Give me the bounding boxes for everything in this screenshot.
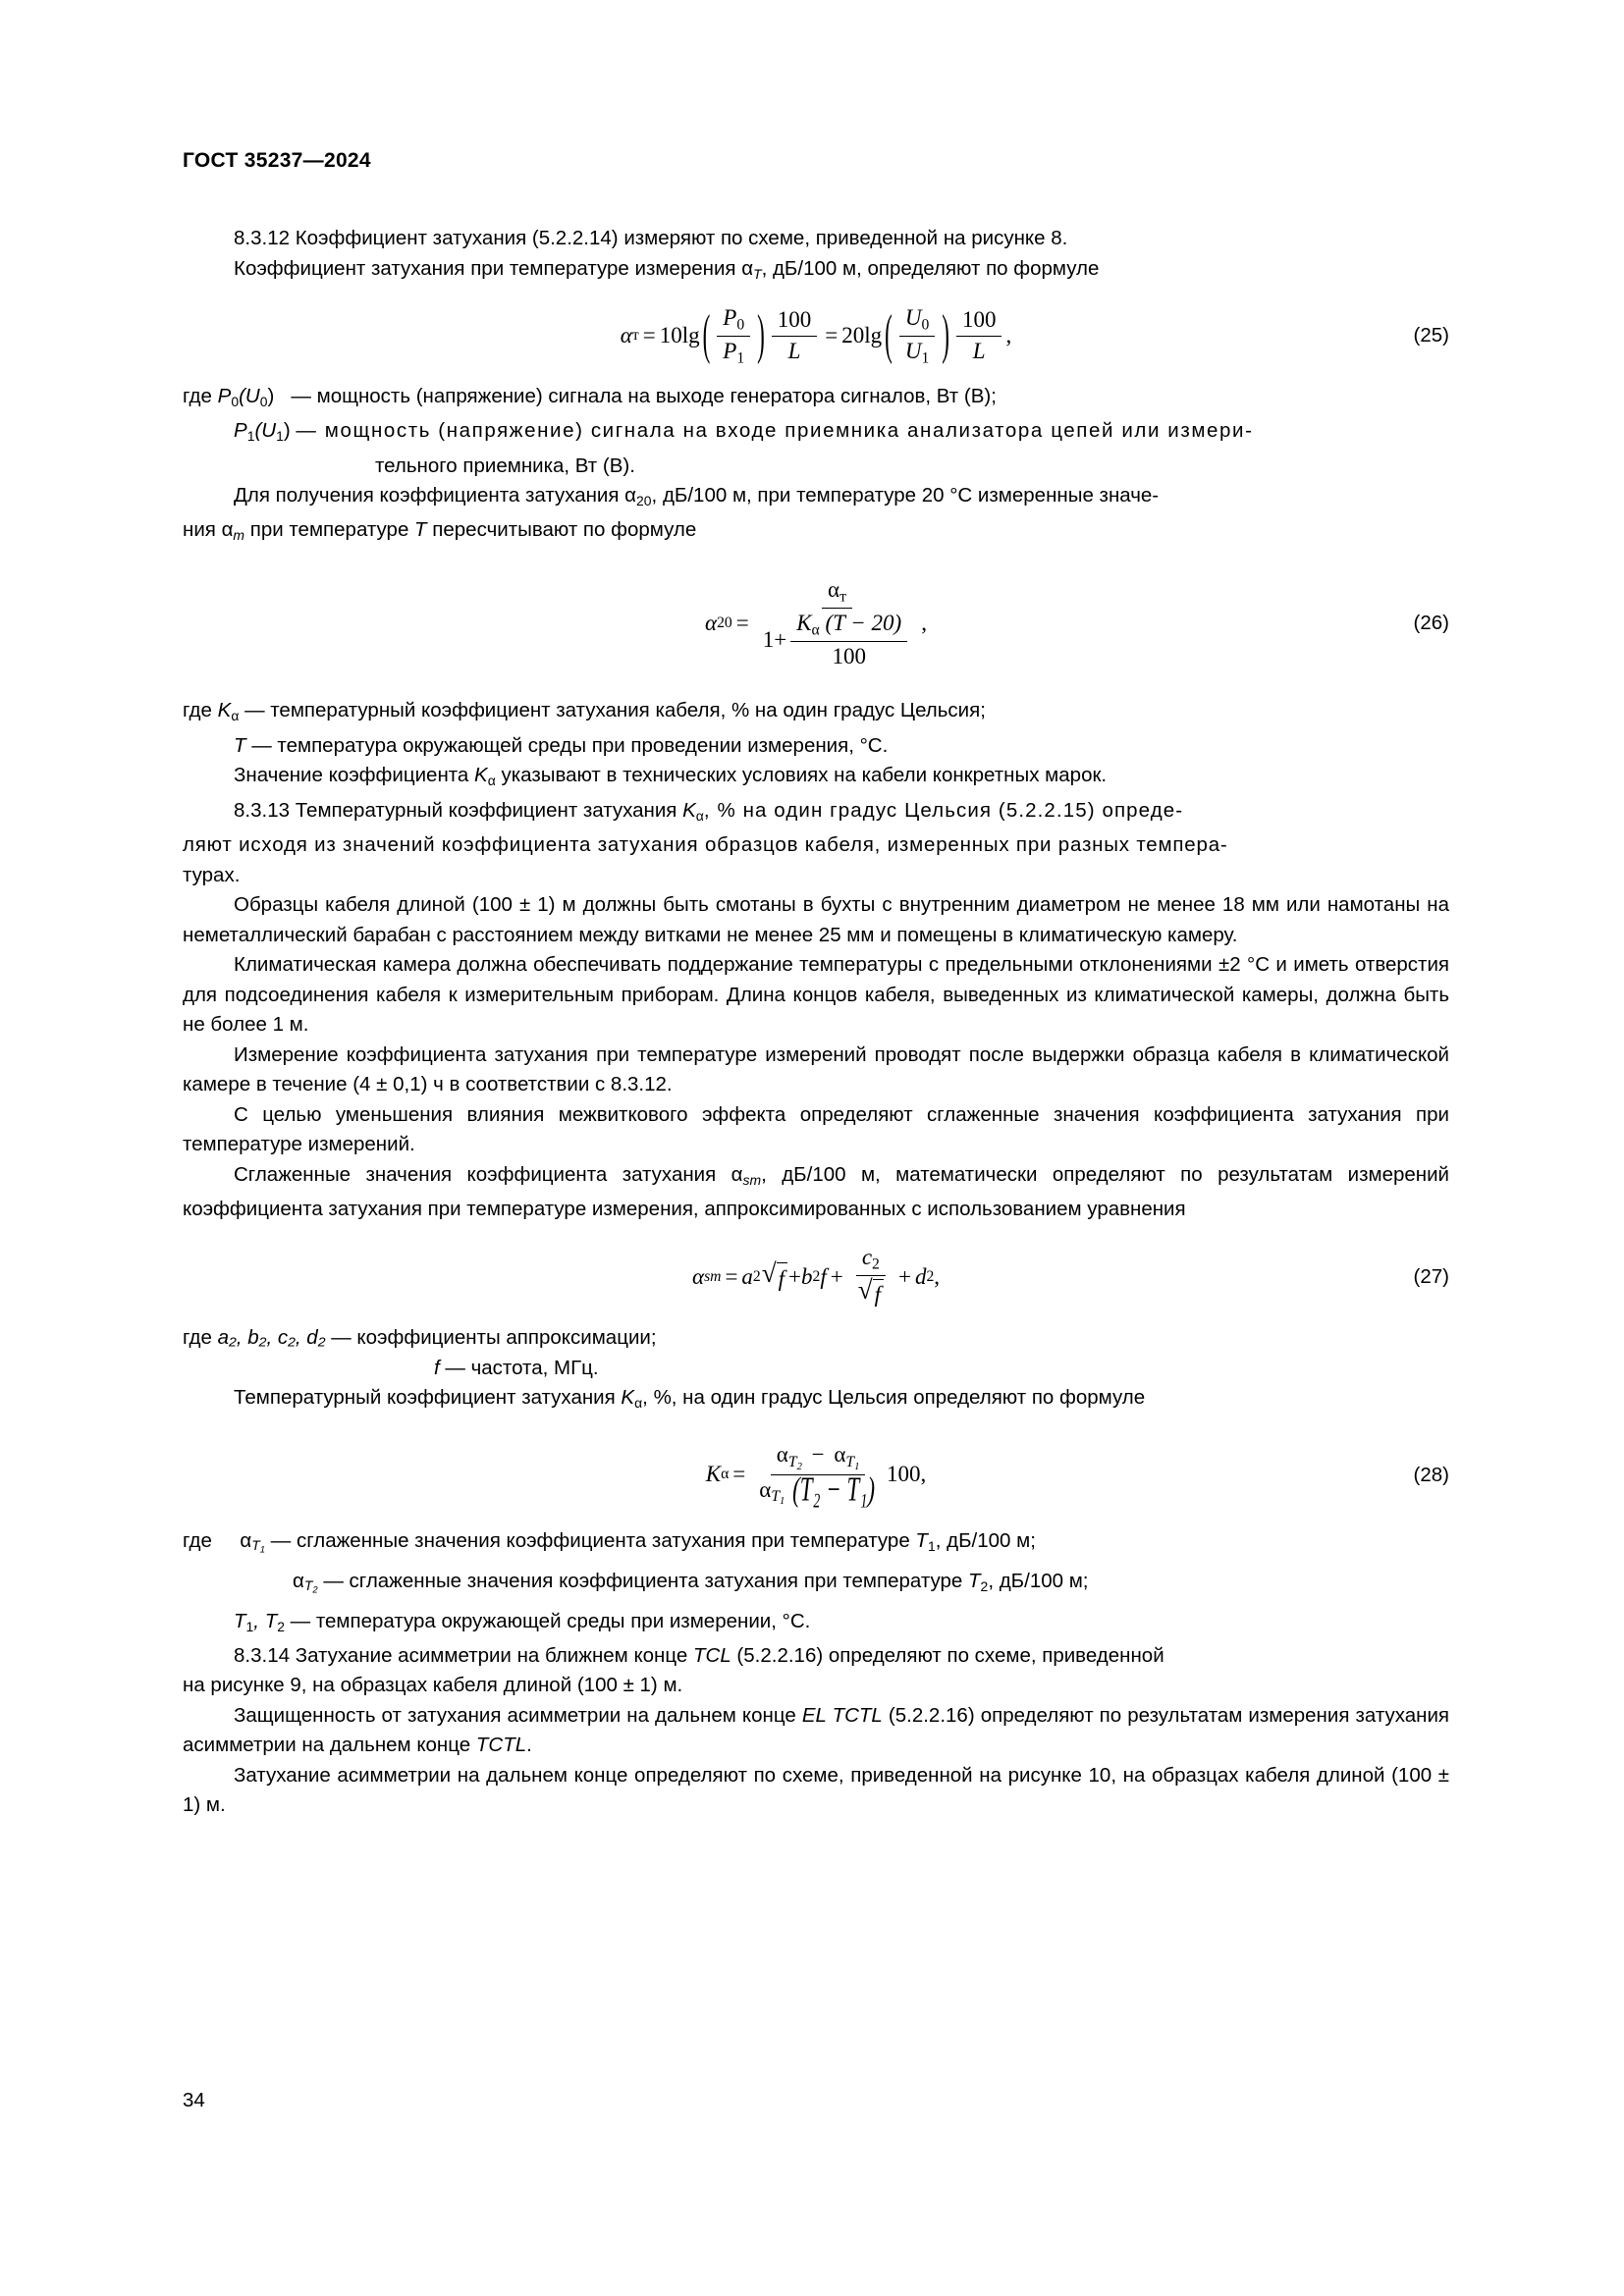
formula-25-frac1 bbox=[717, 304, 750, 368]
term-sub: 0 bbox=[231, 393, 240, 409]
text-frag: Температурный коэффициент затухания bbox=[234, 1386, 622, 1410]
sub-1: 1 bbox=[780, 1496, 785, 1508]
paragraph-8-3-14 bbox=[183, 1641, 1449, 1672]
paragraph-alpha20 bbox=[183, 481, 1449, 515]
sqrt-f-2 bbox=[858, 1277, 884, 1309]
page-content bbox=[183, 224, 1449, 1821]
formula-25-equals-2: = bbox=[825, 323, 839, 348]
radical-icon: √ bbox=[761, 1257, 777, 1288]
var-T: T bbox=[414, 518, 427, 542]
formula-25 bbox=[183, 304, 1449, 368]
formula-27-lhs: α bbox=[691, 1263, 705, 1289]
text-frag: при температуре bbox=[244, 518, 415, 542]
text-frag: , %, на один градус Цельсия определяют по формуле bbox=[642, 1386, 1146, 1410]
paren-close-icon: ) bbox=[942, 303, 949, 365]
paragraph-smoothed bbox=[183, 1160, 1449, 1225]
var-sub: α bbox=[695, 807, 704, 824]
term-alpha: α bbox=[240, 1528, 252, 1552]
num-sub-1 bbox=[788, 1454, 802, 1470]
formula-26-lhs-sub: 20 bbox=[717, 614, 732, 631]
text-frag: Сглаженные значения коэффициента затухания α bbox=[234, 1162, 743, 1186]
inner-num-rest: (T − 20) bbox=[819, 610, 902, 635]
where-block-28 bbox=[183, 1526, 1449, 1641]
term-sub: 1 bbox=[246, 428, 255, 445]
formula-27-body bbox=[692, 1244, 940, 1309]
term-T1: T bbox=[234, 1609, 246, 1632]
where-line-f bbox=[183, 1354, 1449, 1384]
formula-28-equals: = bbox=[732, 1462, 746, 1487]
term-T2: , T bbox=[253, 1609, 278, 1632]
formula-27 bbox=[183, 1244, 1449, 1309]
formula-26-number: (26) bbox=[1413, 611, 1449, 634]
frac-num bbox=[717, 304, 750, 337]
text-frag: 8.3.13 Температурный коэффициент затухания bbox=[234, 798, 683, 822]
formula-25-number: (25) bbox=[1413, 324, 1449, 347]
term-U1: (U bbox=[254, 419, 277, 443]
paren-open-icon: ( bbox=[702, 303, 711, 365]
inner-den: 100 bbox=[832, 643, 866, 668]
formula-27-number: (27) bbox=[1413, 1264, 1449, 1288]
term-sub: α bbox=[231, 708, 240, 724]
frac-den bbox=[851, 1276, 891, 1309]
text-frag: Для получения коэффициента затухания α bbox=[234, 484, 637, 507]
where-line-2 bbox=[183, 416, 1449, 451]
num-sub: 0 bbox=[921, 316, 930, 334]
subscript-20: 20 bbox=[636, 492, 652, 508]
coef-b2: b bbox=[801, 1263, 813, 1289]
term-definition: — сглаженные значения коэффициента затухания при температуре bbox=[317, 1569, 969, 1592]
term-alpha: α bbox=[293, 1569, 304, 1592]
where-label: где bbox=[183, 1528, 212, 1552]
num-alpha: α bbox=[828, 576, 840, 602]
text-frag: ния α bbox=[183, 518, 234, 542]
frac-den bbox=[717, 337, 750, 368]
term-sub: 1 bbox=[276, 428, 284, 445]
formula-25-lhs-sub: т bbox=[631, 327, 639, 345]
term-sub bbox=[251, 1537, 266, 1557]
sub-T: T bbox=[845, 1453, 855, 1470]
formula-26-lhs: α bbox=[705, 610, 718, 635]
term-definition: — мощность (напряжение) сигнала на входе приемника анализатора цепей или измери- bbox=[296, 419, 1254, 443]
formula-28 bbox=[183, 1438, 1449, 1513]
var-K: K bbox=[474, 764, 488, 787]
paragraph-8-3-13-cont1 bbox=[183, 830, 1449, 861]
inner-num bbox=[790, 610, 907, 642]
num-alpha-2: α bbox=[834, 1442, 846, 1468]
paragraph-chamber: Климатическая камера должна обеспечивать поддержание температуры с предельными отклонениями ±2 °C и иметь отверстия для подсоединения кабеля к измерительным приборам. Длина концов кабеля, выведенных из климатической камеры, должна быть не более 1 м. bbox=[183, 953, 1449, 1037]
term-definition: — сглаженные значения коэффициента затухания при температуре bbox=[265, 1528, 916, 1552]
paragraph-8-3-12: 8.3.12 Коэффициент затухания (5.2.2.14) измеряют по схеме, приведенной на рисунке 8. bbox=[234, 227, 1068, 249]
sub-T: T bbox=[303, 1577, 313, 1594]
formula-27-lhs-sub: sm bbox=[704, 1267, 722, 1285]
term-definition-end: , дБ/100 м; bbox=[988, 1569, 1089, 1592]
formula-26 bbox=[183, 576, 1449, 671]
formula-28-body bbox=[706, 1441, 927, 1508]
coef-sub: 2 bbox=[812, 1267, 821, 1285]
term-definition: — мощность (напряжение) сигнала на выходе генератора сигналов, Вт (В); bbox=[291, 384, 997, 407]
term-sub: 1 bbox=[245, 1618, 254, 1634]
text-frag: 8.3.14 Затухание асимметрии на ближнем конце bbox=[234, 1643, 693, 1667]
paragraph-k-value bbox=[183, 761, 1449, 795]
den-alpha: α bbox=[759, 1477, 772, 1503]
where-block-27 bbox=[183, 1323, 1449, 1383]
sub-2: 2 bbox=[312, 1585, 318, 1597]
var-sub: α bbox=[487, 773, 496, 789]
term-K: K bbox=[217, 699, 232, 722]
term-sub: 0 bbox=[259, 393, 268, 409]
paragraph-smoothing-goal: С целью уменьшения влияния межвиткового эффекта определяют сглаженные значения коэффициента затухания при температуре измерений. bbox=[183, 1102, 1449, 1156]
den-one: 1+ bbox=[762, 626, 787, 652]
paragraph-8-3-14-cont: на рисунке 9, на образцах кабеля длиной (100 ± 1) м. bbox=[183, 1674, 683, 1697]
where-label: где bbox=[183, 699, 218, 722]
paragraph-attenuation-temp bbox=[183, 254, 1449, 289]
term-T: T bbox=[234, 733, 246, 757]
den-var: L bbox=[787, 338, 801, 363]
frac-num bbox=[822, 576, 852, 609]
paragraph-el-tctl bbox=[183, 1701, 1449, 1761]
num-sub: 0 bbox=[736, 316, 745, 334]
term-U0: (U bbox=[239, 384, 260, 407]
text-frag: Значение коэффициента bbox=[234, 764, 475, 787]
num-sub: 2 bbox=[872, 1255, 880, 1273]
sub-1: 1 bbox=[854, 1461, 860, 1472]
where-line-1 bbox=[183, 382, 1449, 416]
page-number: 34 bbox=[183, 2089, 205, 2111]
text-frag: Коэффициент затухания при температуре измерения α bbox=[234, 256, 754, 280]
den-sub: 1 bbox=[736, 349, 745, 367]
text-frag: пересчитывают по формуле bbox=[426, 518, 697, 542]
sub-1: 1 bbox=[259, 1545, 266, 1557]
var-sub: 2 bbox=[980, 1577, 989, 1594]
paragraph-measurement: Измерение коэффициента затухания при температуре измерений проводят после выдержки образца кабеля в климатической камере в течение (4 ± 0,1) ч в соответствии с 8.3.12. bbox=[183, 1042, 1449, 1096]
where-line-2-cont: тельного приемника, Вт (В). bbox=[375, 454, 635, 477]
var-f: f bbox=[820, 1263, 827, 1289]
den-var: P bbox=[723, 338, 737, 363]
term-TCTL: TCTL bbox=[475, 1734, 527, 1757]
where-line-coeffs bbox=[183, 1323, 1449, 1354]
subscript-T: T bbox=[753, 265, 762, 282]
text-frag: (5.2.2.16) определяют по схеме, приведенной bbox=[731, 1643, 1164, 1667]
num-alpha-1: α bbox=[776, 1442, 788, 1468]
term-close: ) bbox=[283, 419, 291, 443]
num-c: c bbox=[861, 1245, 873, 1270]
paragraph-8-3-13-cont2: турах. bbox=[183, 863, 241, 886]
term-TCL: TCL bbox=[693, 1643, 731, 1667]
term-P1: P bbox=[234, 419, 247, 443]
text-frag: указывают в технических условиях на кабели конкретных марок. bbox=[495, 764, 1108, 787]
formula-26-frac bbox=[757, 576, 917, 671]
formula-26-comma: , bbox=[921, 610, 927, 635]
inner-frac bbox=[790, 610, 907, 671]
formula-26-body bbox=[705, 576, 927, 671]
formula-27-equals: = bbox=[725, 1263, 738, 1289]
where-line-T1T2 bbox=[183, 1607, 1449, 1641]
formula-25-frac3 bbox=[899, 304, 935, 368]
inner-num-K: K bbox=[796, 610, 812, 635]
paragraph-samples: Образцы кабеля длиной (100 ± 1) м должны быть смотаны в бухты с внутренним диаметром не менее 18 мм или намотаны на неметаллический барабан с расстоянием между витками не менее 25 мм и помещены в климатическую камеру. bbox=[183, 893, 1449, 946]
term-definition: — температура окружающей среды при измерении, °C. bbox=[284, 1609, 811, 1632]
var-T: T bbox=[915, 1528, 928, 1552]
var-sub: 1 bbox=[927, 1537, 936, 1554]
text-frag: , дБ/100 м, математически определяют по результатам измерений коэффициента затухания при температуре измерения, аппроксимированных с использованием уравнения bbox=[183, 1162, 1450, 1220]
term-definition: — частота, МГц. bbox=[439, 1356, 599, 1379]
terms-a2b2c2d2: a₂, b₂, c₂, d₂ bbox=[217, 1326, 326, 1350]
num-var: U bbox=[904, 304, 922, 330]
formula-27-comma: , bbox=[934, 1263, 941, 1289]
paragraph-temp-coeff bbox=[183, 1383, 1449, 1417]
den-sub bbox=[771, 1488, 785, 1508]
paren-open-icon: ( bbox=[885, 303, 893, 365]
term-sub bbox=[303, 1577, 318, 1597]
frac-num bbox=[856, 1244, 886, 1276]
formula-27-frac bbox=[851, 1244, 891, 1309]
num-sub-2 bbox=[845, 1454, 859, 1470]
formula-28-frac bbox=[753, 1441, 883, 1508]
where-block-26 bbox=[183, 696, 1449, 761]
frac-num bbox=[899, 304, 935, 337]
text-frag: , дБ/100 м, определяют по формуле bbox=[761, 256, 1100, 280]
term-definition-end: , дБ/100 м; bbox=[935, 1528, 1036, 1552]
formula-25-comma: , bbox=[1005, 323, 1012, 348]
coef-a2: a bbox=[741, 1263, 753, 1289]
text-frag: , % на один градус Цельсия (5.2.2.15) опреде- bbox=[703, 798, 1184, 822]
formula-28-lhs: K bbox=[705, 1462, 722, 1487]
where-label: где bbox=[183, 384, 212, 407]
term-close: ) bbox=[267, 384, 275, 407]
formula-28-lhs-sub: α bbox=[721, 1466, 730, 1483]
text-frag: Защищенность от затухания асимметрии на дальнем конце bbox=[234, 1703, 802, 1727]
where-block-25 bbox=[183, 382, 1449, 481]
plus-1: + bbox=[788, 1263, 801, 1289]
where-line-T bbox=[183, 731, 1449, 762]
text-frag: , дБ/100 м, при температуре 20 °C измеренные значе- bbox=[651, 484, 1160, 507]
radicand-f: f bbox=[874, 1282, 881, 1308]
term-definition: — температурный коэффициент затухания кабеля, % на один градус Цельсия; bbox=[239, 699, 986, 722]
den-var: L bbox=[972, 338, 986, 363]
var-K: K bbox=[682, 798, 696, 822]
plus-2: + bbox=[830, 1263, 843, 1289]
coef-d2: d bbox=[914, 1263, 927, 1289]
sub-2: 2 bbox=[796, 1461, 802, 1472]
radicand-f: f bbox=[778, 1265, 785, 1291]
formula-25-coef2: 20lg bbox=[841, 323, 883, 348]
frac-num: 100 bbox=[956, 306, 1002, 337]
formula-28-mult: 100, bbox=[887, 1462, 927, 1487]
where-line-alphaT1 bbox=[183, 1526, 1449, 1567]
term-f: f bbox=[434, 1356, 440, 1379]
paragraph-far-end: Затухание асимметрии на дальнем конце определяют по схеме, приведенной на рисунке 10, на образцах кабеля длиной (100 ± 1) м. bbox=[183, 1763, 1449, 1817]
page-header: ГОСТ 35237—2024 bbox=[183, 149, 371, 172]
num-var: P bbox=[723, 304, 737, 330]
formula-25-equals: = bbox=[642, 323, 656, 348]
paren-close-icon: ) bbox=[757, 303, 765, 365]
den-paren-group: (T₂ − T₁) bbox=[792, 1470, 875, 1508]
subscript-sm: sm bbox=[742, 1171, 762, 1188]
term-EL-TCTL: EL TCTL bbox=[801, 1703, 883, 1727]
frac-den bbox=[899, 337, 935, 368]
coef-sub: 2 bbox=[926, 1267, 935, 1285]
subscript-T: т bbox=[233, 527, 245, 544]
formula-25-frac4 bbox=[956, 306, 1002, 366]
paragraph-alpha20-cont bbox=[183, 515, 1449, 550]
radical-icon: √ bbox=[857, 1275, 873, 1306]
term-sub: 2 bbox=[277, 1618, 285, 1634]
frac-den bbox=[783, 337, 807, 366]
var-T: T bbox=[968, 1569, 981, 1592]
sub-T: T bbox=[787, 1453, 797, 1470]
plus-3: + bbox=[897, 1263, 911, 1289]
var-K: K bbox=[621, 1386, 635, 1410]
var-sub: α bbox=[634, 1395, 643, 1412]
frac-den bbox=[967, 337, 992, 366]
formula-25-body bbox=[621, 304, 1011, 368]
text-frag: . bbox=[526, 1734, 532, 1757]
text-frag: ляют исходя из значений коэффициента затухания образцов кабеля, измеренных при разных темпера- bbox=[183, 833, 1228, 857]
formula-26-equals: = bbox=[735, 610, 749, 635]
paragraph-8-3-13 bbox=[183, 796, 1449, 830]
frac-num: 100 bbox=[772, 306, 818, 337]
where-line-K bbox=[183, 696, 1449, 730]
den-sub: 1 bbox=[921, 349, 930, 367]
sub-T: T bbox=[771, 1488, 781, 1506]
inner-num-sub: α bbox=[811, 621, 820, 639]
term-P0: P bbox=[217, 384, 232, 407]
sqrt-f-1 bbox=[761, 1257, 787, 1295]
term-definition: — коэффициенты аппроксимации; bbox=[325, 1326, 657, 1350]
term-definition: — температура окружающей среды при проведении измерения, °C. bbox=[245, 733, 889, 757]
frac-den bbox=[753, 1470, 883, 1509]
sub-T: T bbox=[251, 1537, 260, 1554]
coef-sub: 2 bbox=[752, 1267, 761, 1285]
formula-25-frac2 bbox=[772, 306, 818, 366]
formula-28-number: (28) bbox=[1413, 1463, 1449, 1486]
minus: − bbox=[811, 1442, 825, 1468]
text-frag: (5.2.2.16) определяют по результатам измерения затухания асимметрии на дальнем конце bbox=[183, 1703, 1449, 1757]
den-var: U bbox=[904, 338, 922, 363]
formula-25-coef1: 10lg bbox=[659, 323, 700, 348]
where-line-alphaT2 bbox=[183, 1567, 1449, 1607]
frac-den bbox=[757, 609, 917, 671]
num-sub: т bbox=[839, 588, 846, 606]
formula-25-lhs: α bbox=[620, 323, 632, 348]
where-label: где bbox=[183, 1326, 218, 1350]
